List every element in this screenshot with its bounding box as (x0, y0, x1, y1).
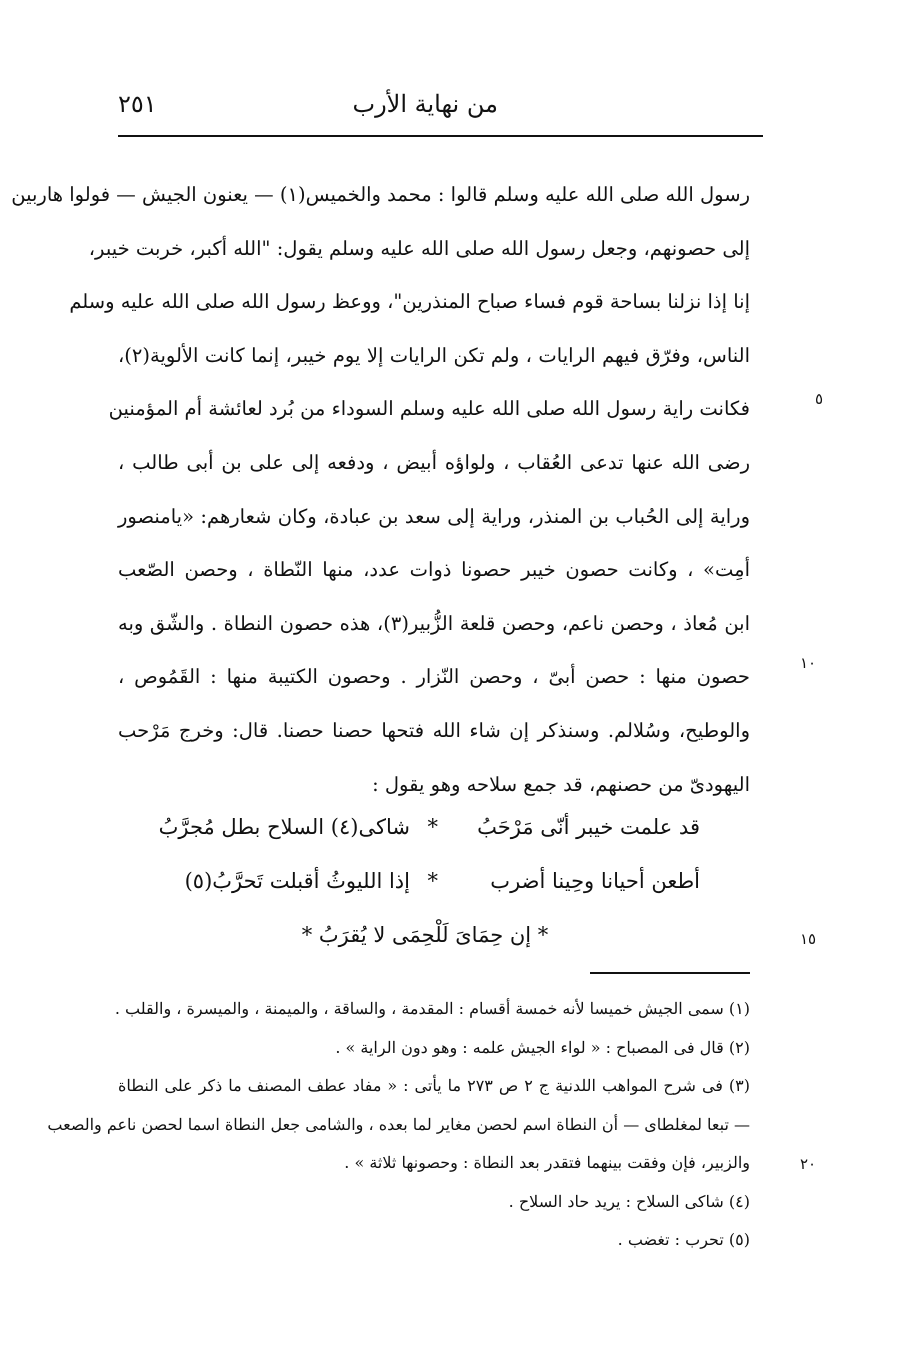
line-number-15: ١٥ (800, 930, 817, 948)
footnote-continuation: والزبير، فإن وفقت بينهما فتقدر بعد النطاة : وحصونها ثلاثة » . (344, 1153, 750, 1172)
hemistich-second: إذا الليوثُ أقبلت تَحرَّبُ(٥) (184, 869, 410, 893)
footnote: (١) سمى الجيش خميسا لأنه خمسة أقسام : المقدمة ، والساقة ، والميمنة ، والميسرة ، والقلب . (114, 999, 750, 1018)
footnote: (٢) قال فى المصباح : « لواء الجيش علمه : وهو دون الراية » . (335, 1037, 750, 1057)
main-text (11, 168, 751, 811)
hemistich-second: شاكى(٤) السلاح بطل مُجرَّبُ (158, 815, 410, 839)
text-line: رضى الله عنها تدعى العُقاب ، ولواؤه أبيض ، ودفعه إلى على بن أبى طالب ، (118, 450, 750, 474)
footnotes (47, 990, 751, 1260)
verse-1 (150, 800, 700, 854)
verse-separator: * (427, 869, 438, 893)
text-line: الناس، وفرّق فيهم الرايات ، ولم تكن الرايات إلا يوم خيبر، إنما كانت الألوية(٢)، (118, 343, 750, 367)
running-title: من نهاية الأرب (352, 90, 498, 118)
poem (150, 800, 700, 962)
verse-3: * إن حِمَاىَ لَلْحِمَى لا يُقرَبُ * (301, 923, 549, 947)
footnote: (٥) تحرب : تغضب . (617, 1230, 750, 1249)
line-number-5: ٥ (815, 390, 824, 408)
text-line: وراية إلى الحُباب بن المنذر، وراية إلى سعد بن عبادة، وكان شعارهم: «يامنصور (118, 504, 750, 528)
footnote: (٣) فى شرح المواهب اللدنية ج ٢ ص ٢٧٣ ما يأتى : « مفاد عطف المصنف ما ذكر على النطاة (118, 1076, 751, 1095)
page-header (118, 88, 763, 128)
header-rule (118, 135, 763, 137)
text-line: رسول الله صلى الله عليه وسلم قالوا : محمد والخميس(١) — يعنون الجيش — فولوا هاربين (11, 183, 750, 206)
text-line: إنا إذا نزلنا بساحة قوم فساء صباح المنذرين"، ووعظ رسول الله صلى الله عليه وسلم (69, 290, 750, 314)
hemistich-first: أطعن أحيانا وحِينا أضرب (490, 869, 700, 893)
footnote-continuation: — تبعا لمغلطاى — أن النطاة اسم لحصن مغاير لما بعده ، والشامى جعل النطاة اسما لحصن ناعم والصعب (47, 1114, 750, 1134)
text-line: ابن مُعاذ ، وحصن ناعم، وحصن قلعة الزُّبير(٣)، هذه حصون النطاة . والشّق وبه (118, 611, 751, 635)
verse-2 (150, 854, 700, 908)
page-number: ٢٥١ (118, 90, 157, 118)
footnote: (٤) شاكى السلاح : يريد حاد السلاح . (508, 1191, 750, 1211)
verse-separator: * (427, 815, 438, 839)
text-line: اليهودىّ من حصنهم، قد جمع سلاحه وهو يقول : (372, 772, 750, 796)
text-line: والوطيح، وسُلالم. وسنذكر إن شاء الله فتحها حصنا حصنا. قال: وخرج مَرْحب (118, 718, 750, 742)
hemistich-first: قد علمت خيبر أنّى مَرْحَبُ (477, 815, 700, 839)
text-line: أمِت» ، وكانت حصون خيبر حصونا ذوات عدد، منها النّطاة ، وحصن الصّعب (118, 558, 750, 582)
line-number-10: ١٠ (800, 654, 817, 672)
text-line: فكانت راية رسول الله صلى الله عليه وسلم السوداء من بُرد لعائشة أم المؤمنين (108, 397, 750, 421)
footnote-rule (590, 972, 750, 974)
text-line: إلى حصونهم، وجعل رسول الله صلى الله عليه وسلم يقول: "الله أكبر، خربت خيبر، (88, 236, 750, 260)
line-number-20: ٢٠ (800, 1155, 817, 1173)
text-line: حصون منها : حصن أبىّ ، وحصن النّزار . وحصون الكتيبة منها : القَمُوص ، (118, 665, 750, 689)
